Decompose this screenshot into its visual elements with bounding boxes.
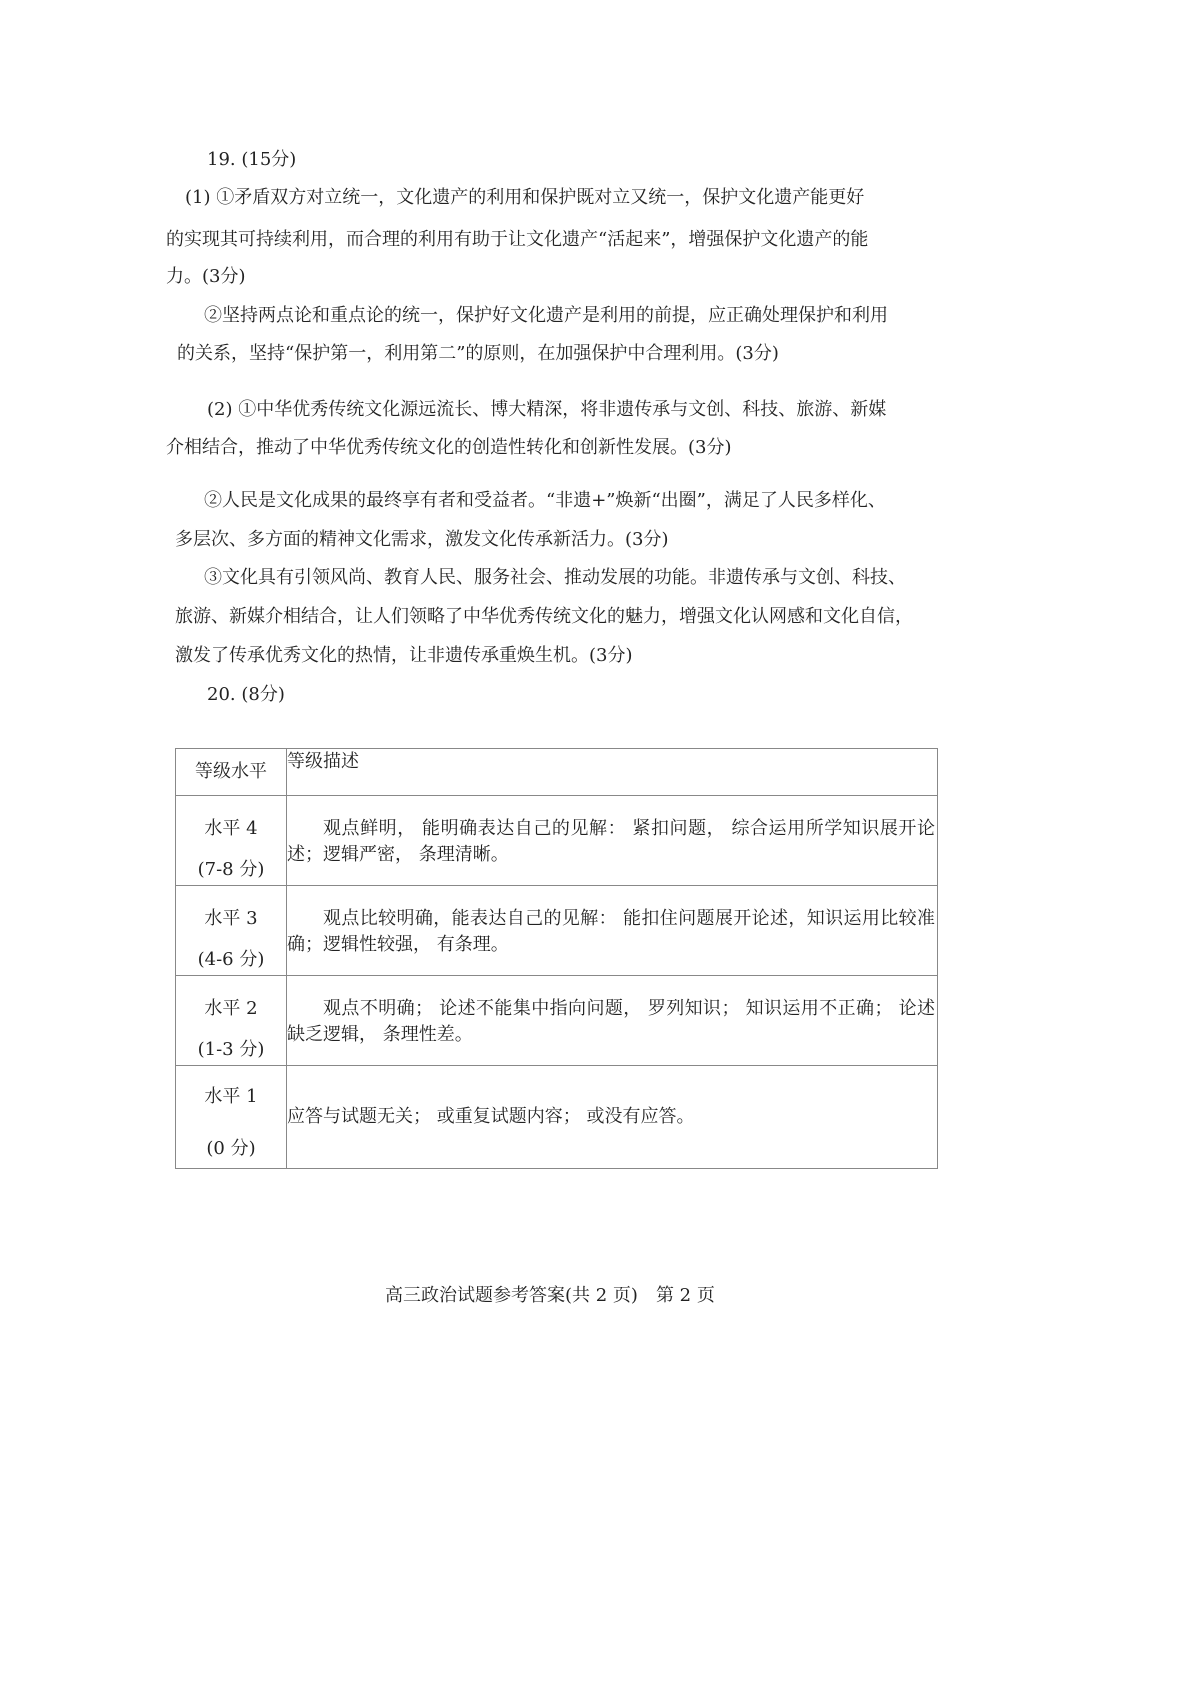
q19-part1-point2-line1: ②坚持两点论和重点论的统一，保护好文化遗产是利用的前提，应正确处理保护和利用 xyxy=(204,305,888,326)
level-score: (7-8 分) xyxy=(197,859,265,880)
q19-part1-point1-line3: 力。(3分) xyxy=(166,266,246,287)
level-score: (1-3 分) xyxy=(197,1039,265,1060)
table-header-row xyxy=(176,749,938,796)
header-level: 等级水平 xyxy=(176,749,287,796)
grading-rubric-table xyxy=(175,748,938,1169)
q19-part2-point1-line2: 介相结合，推动了中华优秀传统文化的创造性转化和创新性发展。(3分) xyxy=(166,437,732,458)
level-label: 水平 1 xyxy=(204,1086,258,1107)
table-row xyxy=(176,1066,938,1169)
q19-heading: 19. (15分) xyxy=(207,149,297,170)
table-row xyxy=(176,796,938,886)
description-cell xyxy=(287,796,938,886)
q19-part2-point2-line1: ②人民是文化成果的最终享有者和受益者。“非遗+”焕新“出圈”，满足了人民多样化、 xyxy=(204,490,886,511)
level-description: 观点比较明确，能表达自己的见解： 能扣住问题展开论述，知识运用比较准确；逻辑性较强， 有条理。 xyxy=(287,908,935,955)
level-score: (4-6 分) xyxy=(197,949,265,970)
level-label: 水平 4 xyxy=(204,818,258,839)
q19-part1-point1-line2: 的实现其可持续利用，而合理的利用有助于让文化遗产“活起来”，增强保护文化遗产的能 xyxy=(166,229,869,250)
q19-part1-point1-line1: (1) ①矛盾双方对立统一，文化遗产的利用和保护既对立又统一，保护文化遗产能更好 xyxy=(185,187,865,208)
level-score: (0 分) xyxy=(206,1138,256,1159)
q19-part2-point3-line2: 旅游、新媒介相结合，让人们领略了中华优秀传统文化的魅力，增强文化认网感和文化自信， xyxy=(175,606,913,627)
page-footer: 高三政治试题参考答案(共 2 页) 第 2 页 xyxy=(385,1285,715,1306)
table-row xyxy=(176,976,938,1066)
level-cell xyxy=(176,886,287,976)
level-cell xyxy=(176,796,287,886)
description-cell xyxy=(287,1066,938,1169)
level-label: 水平 3 xyxy=(204,908,258,929)
q19-part2-point1-line1: (2) ①中华优秀传统文化源远流长、博大精深，将非遗传承与文创、科技、旅游、新媒 xyxy=(207,399,887,420)
level-description: 应答与试题无关； 或重复试题内容； 或没有应答。 xyxy=(287,1106,695,1127)
q19-part2-point3-line3: 激发了传承优秀文化的热情，让非遗传承重焕生机。(3分) xyxy=(175,645,633,666)
q19-part1-point2-line2: 的关系，坚持“保护第一，利用第二”的原则，在加强保护中合理利用。(3分) xyxy=(177,343,779,364)
description-cell xyxy=(287,886,938,976)
header-description: 等级描述 xyxy=(287,749,938,796)
description-cell xyxy=(287,976,938,1066)
q19-part2-point3-line1: ③文化具有引领风尚、教育人民、服务社会、推动发展的功能。非遗传承与文创、科技、 xyxy=(204,567,906,588)
q20-heading: 20. (8分) xyxy=(207,684,285,705)
q19-part2-point2-line2: 多层次、多方面的精神文化需求，激发文化传承新活力。(3分) xyxy=(175,529,669,550)
level-cell xyxy=(176,1066,287,1169)
level-cell xyxy=(176,976,287,1066)
level-label: 水平 2 xyxy=(204,998,258,1019)
level-description: 观点不明确； 论述不能集中指向问题， 罗列知识； 知识运用不正确； 论述缺乏逻辑， 条理性差。 xyxy=(287,998,935,1045)
table-row xyxy=(176,886,938,976)
level-description: 观点鲜明， 能明确表达自己的见解： 紧扣问题， 综合运用所学知识展开论述；逻辑严密， 条理清晰。 xyxy=(287,818,935,865)
